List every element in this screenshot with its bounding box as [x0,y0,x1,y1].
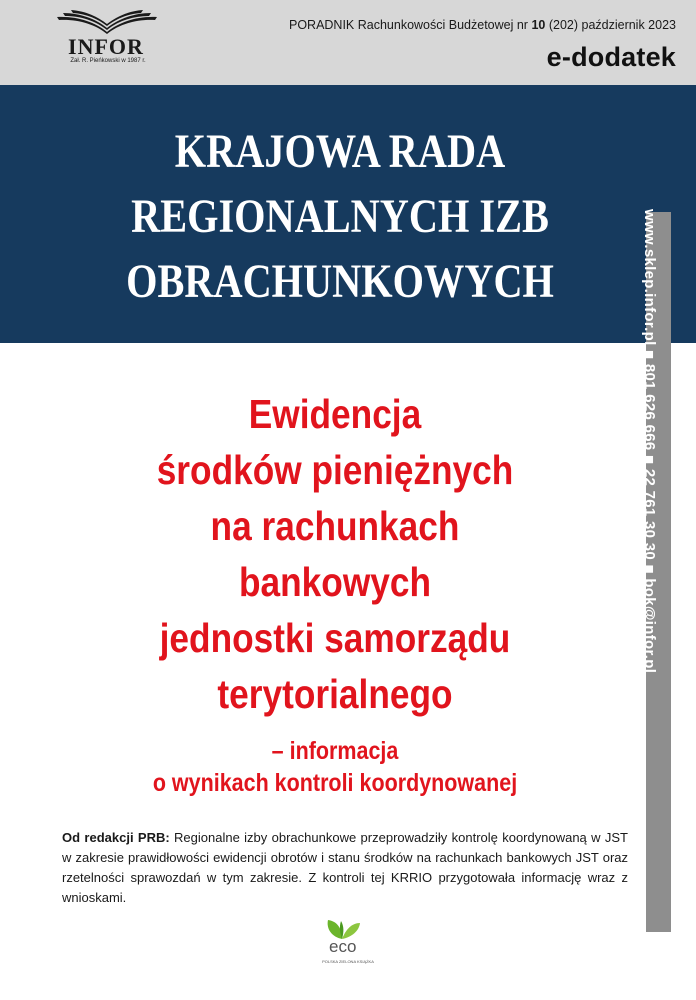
issue-date: (202) październik 2023 [545,18,676,32]
publisher-banner [0,85,696,343]
title-line: bankowych [238,559,432,605]
title-line: jednostki samorządu [159,615,511,661]
subtitle-line: o wynikach kontroli koordynowanej [152,769,518,797]
title-line: na rachunkach [210,503,460,549]
infor-logo [55,8,165,74]
editorial-text: Regionalne izby obrachunkowe przeprowadziły kontrolę koordynowaną w JST w zakresie prawidłowości ewidencji obrotów i stanu środków na rachunkach bankowych JST oraz rzetelności sprawozdań w tym zakresie. Z kontroli tej KRRIO przygotowała informację wraz z wnioskami. [62,830,628,905]
banner-line: OBRACHUNKOWYCH [126,255,554,308]
banner-line: REGIONALNYCH IZB [131,190,549,243]
contact-info: www.sklep.infor.pl ■ 801 626 666 ■ 22 761 30 30 ■ bok@infor.pl [641,209,658,674]
eco-badge [312,917,376,977]
editorial-note [62,828,628,908]
banner-line: KRAJOWA RADA [174,125,506,178]
top-bar [0,0,696,85]
banner-title [71,119,609,314]
editorial-lead: Od redakcji PRB: [62,830,170,845]
issue-info [289,18,676,32]
title-line: środków pieniężnych [156,447,514,493]
logo-tagline: Zał. R. Pieńkowski w 1987 r. [70,58,146,64]
document-title [40,386,630,722]
document-subtitle [40,735,630,799]
edition-label: e-dodatek [546,42,676,72]
eco-caption: POLSKA ZIELONA KSIĄŻKA [322,959,374,964]
title-line: Ewidencja [248,391,422,437]
logo-wordmark: INFOR [68,34,144,59]
eco-wordmark: eco [329,937,357,956]
title-line: terytorialnego [217,671,453,717]
publication-name: PORADNIK Rachunkowości Budżetowej nr [288,18,532,32]
subtitle-line: – informacja [271,737,399,765]
issue-number: 10 [531,18,546,32]
